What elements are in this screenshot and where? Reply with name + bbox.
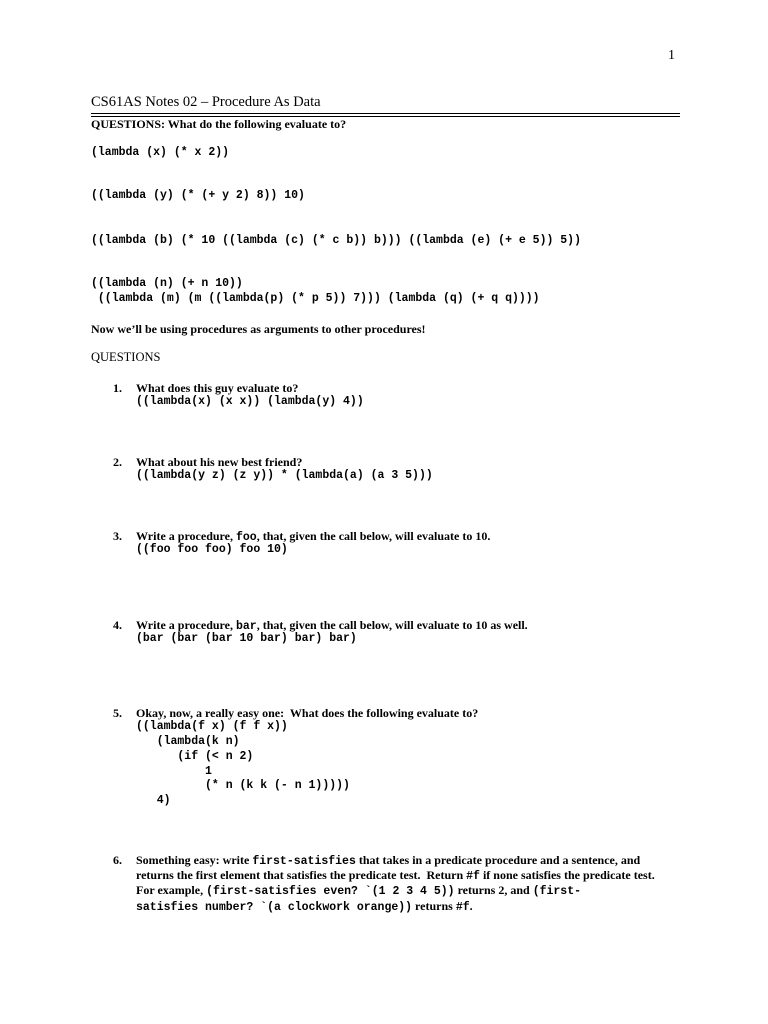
question-5-code-line-2: (lambda(k n) — [136, 735, 240, 748]
question-6-line-1 — [136, 853, 640, 868]
question-3-text-pre: Write a procedure, — [136, 529, 236, 543]
q6-l3-code2: (first- — [532, 885, 581, 898]
document-title: CS61AS Notes 02 – Procedure As Data — [91, 94, 321, 110]
q6-l4-mid: returns — [412, 899, 456, 913]
question-5-code-line-6: 4) — [136, 794, 171, 807]
question-5-text: Okay, now, a really easy one: What does the following evaluate to? — [136, 706, 479, 720]
question-1-text: What does this guy evaluate to? — [136, 381, 299, 395]
question-5-code-line-1: ((lambda(f x) (f f x)) — [136, 720, 288, 733]
question-6-line-2 — [136, 868, 655, 883]
question-2-text: What about his new best friend? — [136, 455, 303, 469]
question-4-text-post: , that, given the call below, will evaluate to 10 as well. — [256, 618, 528, 632]
question-6-number: 6. — [113, 853, 122, 867]
question-6-line-3 — [136, 883, 581, 898]
title-rule-top — [91, 113, 680, 114]
q6-l1-post: that takes in a predicate procedure and a sentence, and — [355, 853, 641, 867]
q6-l4-post: . — [469, 899, 473, 913]
question-5-number: 5. — [113, 706, 122, 720]
intro-expression-4-line-2: ((lambda (m) (m ((lambda(p) (* p 5)) 7))) (lambda (q) (+ q q)))) — [91, 292, 540, 305]
question-5-code-line-3: (if (< n 2) — [136, 750, 254, 763]
question-4-text-pre: Write a procedure, — [136, 618, 236, 632]
question-3-number: 3. — [113, 529, 122, 543]
q6-l1-code: first-satisfies — [252, 855, 356, 868]
question-2-code: ((lambda(y z) (z y)) * (lambda(a) (a 3 5))) — [136, 469, 433, 482]
question-2-number: 2. — [113, 455, 122, 469]
question-1-code: ((lambda(x) (x x)) (lambda(y) 4)) — [136, 395, 364, 408]
question-5-code-line-5: (* n (k k (- n 1))))) — [136, 779, 350, 792]
question-1-number: 1. — [113, 381, 122, 395]
intro-expression-3: ((lambda (b) (* 10 ((lambda (c) (* c b)) b))) ((lambda (e) (+ e 5)) 5)) — [91, 234, 581, 247]
question-4-code: (bar (bar (bar 10 bar) bar) bar) — [136, 632, 357, 645]
q6-l1-pre: Something easy: write — [136, 853, 253, 867]
q6-l3-code: (first-satisfies even? `(1 2 3 4 5)) — [206, 885, 455, 898]
q6-l4-code: satisfies number? `(a clockwork orange)) — [136, 901, 413, 914]
intro-heading: QUESTIONS: What do the following evaluate to? — [91, 117, 347, 131]
question-3-text-post: , that, given the call below, will evaluate to 10. — [256, 529, 491, 543]
question-5-code-line-4: 1 — [136, 765, 212, 778]
question-4-procedure-name: bar — [235, 620, 257, 633]
q6-l3-mid: returns 2, and — [454, 883, 533, 897]
q6-l2-pre: returns the first element that satisfies the predicate test. Return — [136, 868, 467, 882]
question-3-code: ((foo foo foo) foo 10) — [136, 543, 288, 556]
question-6-line-4 — [136, 899, 473, 914]
q6-l2-post: if none satisfies the predicate test. — [479, 868, 655, 882]
transition-text: Now we’ll be using procedures as arguments to other procedures! — [91, 322, 426, 336]
q6-l3-pre: For example, — [136, 883, 207, 897]
question-4-text — [136, 618, 528, 633]
intro-expression-1: (lambda (x) (* x 2)) — [91, 146, 230, 159]
q6-l2-code: #f — [466, 870, 480, 883]
question-3-procedure-name: foo — [235, 531, 257, 544]
intro-expression-4-line-1: ((lambda (n) (+ n 10)) — [91, 277, 243, 290]
q6-l4-code2: #f — [455, 901, 470, 914]
question-4-number: 4. — [113, 618, 122, 632]
page-number: 1 — [668, 48, 675, 63]
questions-heading: QUESTIONS — [91, 350, 161, 364]
intro-expression-2: ((lambda (y) (* (+ y 2) 8)) 10) — [91, 189, 305, 202]
question-3-text — [136, 529, 490, 544]
